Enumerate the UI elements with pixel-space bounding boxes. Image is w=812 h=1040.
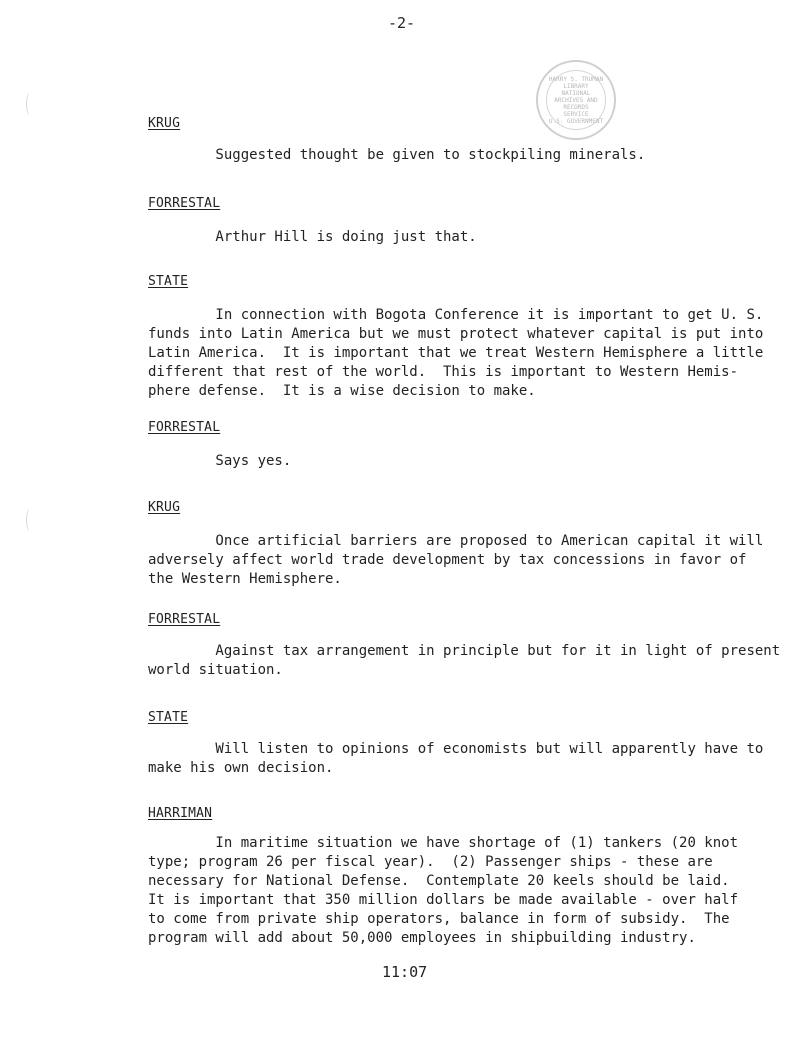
speaker-label: HARRIMAN	[148, 806, 213, 821]
statement-line: Against tax arrangement in principle but for it in light of present	[148, 643, 781, 659]
stamp-text: NATIONAL	[561, 89, 591, 97]
statement-paragraph	[148, 228, 748, 247]
speaker-label: FORRESTAL	[148, 196, 221, 211]
speaker-label: FORRESTAL	[148, 612, 221, 627]
statement-paragraph	[148, 834, 748, 948]
statement-line: Suggested thought be given to stockpiling minerals.	[148, 147, 646, 163]
statement-paragraph	[148, 532, 764, 589]
statement-paragraph	[148, 642, 781, 680]
stamp-text: HARRY S. TRUMAN LIBRARY	[548, 75, 604, 90]
speaker-label: KRUG	[148, 116, 181, 131]
speaker-label: KRUG	[148, 500, 181, 515]
statement-line: In maritime situation we have shortage of (1) tankers (20 knot	[148, 835, 739, 851]
statement-paragraph	[148, 452, 748, 471]
statement-line: necessary for National Defense. Contemplate 20 keels should be laid.	[148, 873, 730, 889]
statement-line: funds into Latin America but we must protect whatever capital is put into	[148, 326, 764, 342]
statement-line: In connection with Bogota Conference it is important to get U. S.	[148, 307, 764, 323]
statement-line: Arthur Hill is doing just that.	[148, 229, 477, 245]
statement-line: Says yes.	[148, 453, 292, 469]
stamp-text: U.S. GOVERNMENT	[548, 117, 604, 125]
statement-line: type; program 26 per fiscal year). (2) Passenger ships - these are	[148, 854, 713, 870]
page-number: -2-	[388, 14, 416, 32]
statement-line: It is important that 350 million dollars be made available - over half	[148, 892, 739, 908]
margin-mark	[26, 508, 35, 532]
statement-line: different that rest of the world. This is important to Western Hemis-	[148, 364, 739, 380]
statement-line: adversely affect world trade development by tax concessions in favor of	[148, 552, 747, 568]
archive-stamp	[536, 60, 616, 140]
margin-mark	[26, 92, 35, 116]
statement-line: to come from private ship operators, balance in form of subsidy. The	[148, 911, 730, 927]
footer-time: 11:07	[382, 963, 428, 981]
statement-line: program will add about 50,000 employees in shipbuilding industry.	[148, 930, 696, 946]
statement-line: phere defense. It is a wise decision to make.	[148, 383, 536, 399]
statement-line: the Western Hemisphere.	[148, 571, 342, 587]
statement-line: world situation.	[148, 662, 283, 678]
statement-line: Latin America. It is important that we treat Western Hemisphere a little	[148, 345, 764, 361]
statement-paragraph	[148, 306, 764, 401]
statement-paragraph	[148, 740, 764, 778]
stamp-text: RECORDS	[563, 103, 589, 111]
statement-line: Once artificial barriers are proposed to American capital it will	[148, 533, 764, 549]
speaker-label: FORRESTAL	[148, 420, 221, 435]
statement-line: make his own decision.	[148, 760, 334, 776]
statement-paragraph	[148, 146, 748, 165]
speaker-label: STATE	[148, 274, 189, 289]
stamp-text: SERVICE	[563, 110, 589, 118]
statement-line: Will listen to opinions of economists but will apparently have to	[148, 741, 764, 757]
speaker-label: STATE	[148, 710, 189, 725]
stamp-text: ARCHIVES AND	[554, 96, 598, 104]
